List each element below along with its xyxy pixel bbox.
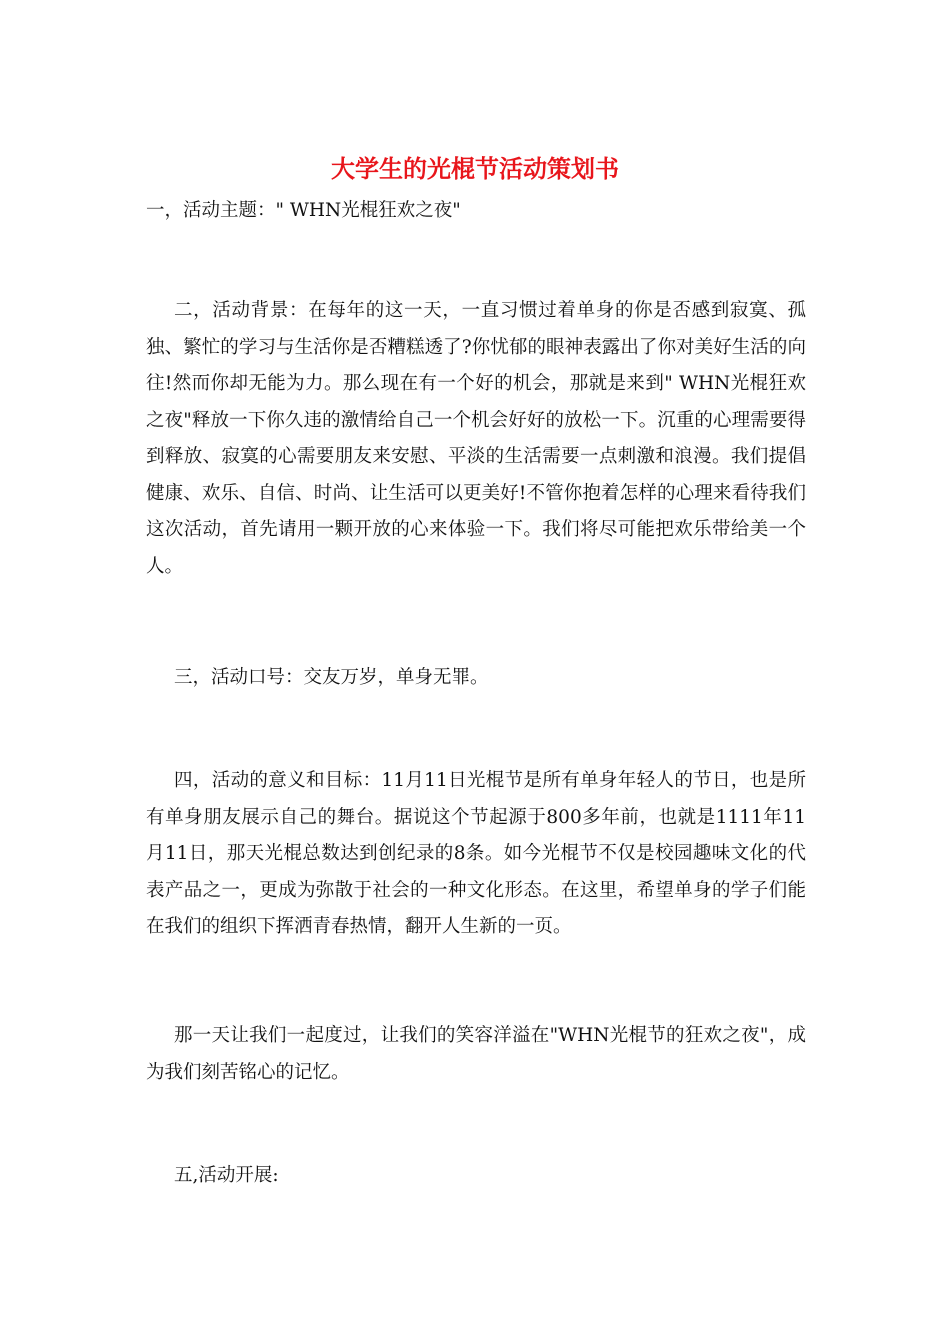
paragraph-significance: 四，活动的意义和目标：11月11日光棍节是所有单身年轻人的节日，也是所有单身朋友展示自己的舞台。据说这个节起源于800多年前，也就是1111年11月11日，那天光棍总数达到创纪录的8条。如今光棍节不仅是校园趣味文化的代表产品之一，更成为弥散于社会的一种文化形态。在这里，希望单身的学子们能在我们的组织下挥洒青春热情，翻开人生新的一页。 — [146, 770, 806, 937]
paragraph-invitation: 那一天让我们一起度过，让我们的笑容洋溢在"WHN光棍节的狂欢之夜"，成为我们刻苦铭心的记忆。 — [146, 1025, 806, 1083]
paragraph-theme: 一，活动主题：" WHN光棍狂欢之夜" — [146, 200, 461, 221]
paragraph-background: 二，活动背景：在每年的这一天，一直习惯过着单身的你是否感到寂寞、孤独、繁忙的学习与生活你是否糟糕透了?你忧郁的眼神表露出了你对美好生活的向往!然而你却无能为力。那么现在有一个好的机会，那就是来到" WHN光棍狂欢之夜"释放一下你久违的激情给自己一个机会好好的放松一下。沉重的心理需要得到释放、寂寞的心需要朋友来安慰、平淡的生活需要一点刺激和浪漫。我们提倡健康、欢乐、自信、时尚、让生活可以更美好!不管你抱着怎样的心理来看待我们这次活动，首先请用一颗开放的心来体验一下。我们将尽可能把欢乐带给美一个人。 — [146, 300, 806, 577]
document-title: 大学生的光棍节活动策划书 — [331, 154, 619, 183]
paragraph-slogan: 三，活动口号：交友万岁，单身无罪。 — [174, 667, 489, 688]
paragraph-activity-heading: 五,活动开展: — [174, 1165, 279, 1186]
